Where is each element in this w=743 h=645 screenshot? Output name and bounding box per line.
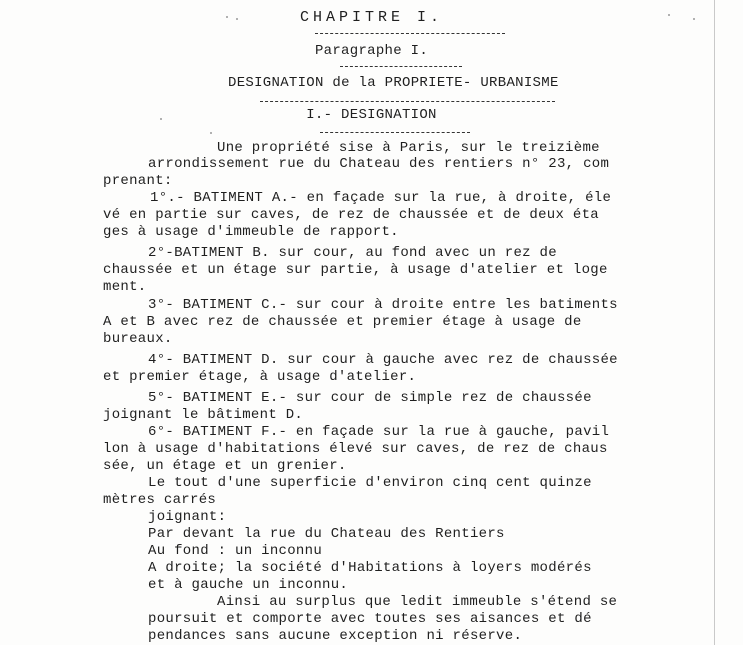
body-line: Une propriété sise à Paris, sur le treizième xyxy=(217,140,600,156)
body-line: 2°-BATIMENT B. sur cour, au fond avec un rez de xyxy=(148,245,557,261)
body-line: A droite; la société d'Habitations à loyers modérés xyxy=(148,560,592,576)
body-line: et à gauche un inconnu. xyxy=(148,577,349,593)
body-line: chaussée et un étage sur partie, à usage d'atelier et loge xyxy=(103,262,608,278)
section-underline xyxy=(320,132,470,133)
body-line: A et B avec rez de chaussée et premier étage à usage de xyxy=(103,314,582,330)
body-line: ges à usage d'immeuble de rapport. xyxy=(103,224,399,240)
chapter-title: CHAPITRE I. xyxy=(299,9,444,26)
body-line: 6°- BATIMENT F.- en façade sur la rue à gauche, pavil xyxy=(148,424,610,440)
body-line: joignant: xyxy=(148,509,227,525)
designation-heading: DESIGNATION de la PROPRIETE- URBANISME xyxy=(228,75,559,91)
body-line: pendances sans aucune exception ni réserve. xyxy=(148,628,523,644)
body-line: 5°- BATIMENT E.- sur cour de simple rez de chaussée xyxy=(148,390,592,406)
paragraph-underline xyxy=(340,66,462,67)
body-line: prenant: xyxy=(103,173,173,189)
body-line: Le tout d'une superficie d'environ cinq cent quinze xyxy=(148,475,592,491)
body-line: 4°- BATIMENT D. sur cour à gauche avec rez de chaussée xyxy=(148,352,618,368)
section-heading: I.- DESIGNATION xyxy=(306,107,437,123)
designation-underline xyxy=(260,101,555,102)
page-edge-line xyxy=(714,0,715,645)
body-line: mètres carrés xyxy=(103,492,217,508)
body-line: Ainsi au surplus que ledit immeuble s'étend se xyxy=(217,594,618,610)
chapter-underline xyxy=(315,33,505,34)
body-line: Au fond : un inconnu xyxy=(148,543,323,559)
body-line: Par devant la rue du Chateau des Rentiers xyxy=(148,526,505,542)
body-line: 1°.- BATIMENT A.- en façade sur la rue, à droite, éle xyxy=(150,190,612,206)
body-line: poursuit et comporte avec toutes ses aisances et dé xyxy=(148,611,592,627)
body-line: 3°- BATIMENT C.- sur cour à droite entre les batiments xyxy=(148,297,618,313)
scan-speck xyxy=(210,132,212,134)
body-line: arrondissement rue du Chateau des rentiers n° 23, com xyxy=(148,156,610,172)
body-line: vé en partie sur caves, de rez de chaussée et de deux éta xyxy=(103,207,599,223)
body-line: joignant le bâtiment D. xyxy=(103,407,304,423)
body-line: sée, un étage et un grenier. xyxy=(103,458,347,474)
body-line: lon à usage d'habitations élevé sur caves, de rez de chaus xyxy=(103,441,608,457)
body-line: et premier étage, à usage d'atelier. xyxy=(103,369,417,385)
body-line: bureaux. xyxy=(103,331,173,347)
paragraph-title: Paragraphe I. xyxy=(314,43,429,59)
body-line: ment. xyxy=(103,279,147,295)
